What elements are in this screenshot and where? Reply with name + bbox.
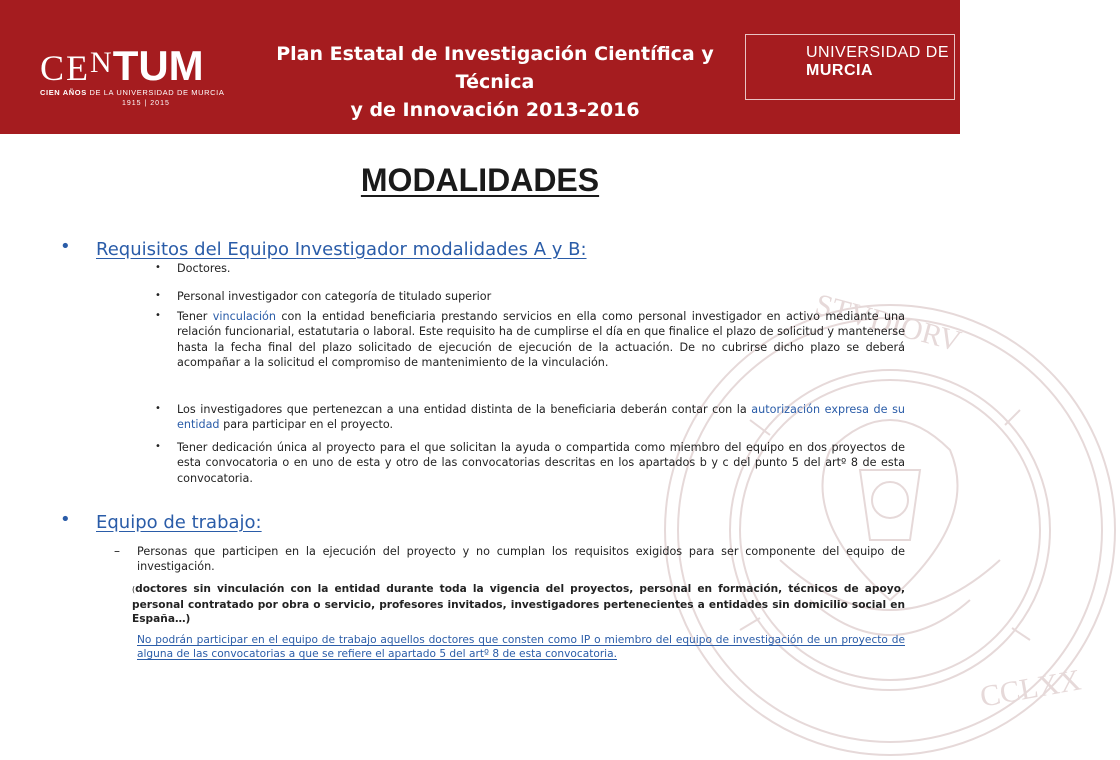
logo-years: 1915 | 2015 — [122, 100, 170, 107]
team-note-text: doctores sin vinculación con la entidad durante toda la vigencia del proyectos, personal en formación, técnicos de apoyo, personal contratado por obra o servicio, profesores invitados, investigadores pertenecientes a entidades sin domicilio social en España…) — [132, 583, 905, 626]
bullet-icon: • — [60, 509, 71, 530]
requirement-item: Doctores. — [177, 262, 231, 275]
bullet-icon: • — [155, 262, 161, 273]
team-description: Personas que participen en la ejecución del proyecto y no cumplan los requisitos exigidos para ser componente del equipo de investigación. — [137, 545, 905, 574]
dash-icon: – — [114, 544, 120, 558]
plan-title-line2: y de Innovación 2013-2016 — [350, 99, 640, 121]
plan-title-line1: Plan Estatal de Investigación Científica y Técnica — [276, 43, 714, 93]
svg-text:STVDIORV: STVDIORV — [811, 287, 965, 359]
logo-subtitle-rest: DE LA UNIVERSIDAD DE MURCIA — [86, 88, 225, 97]
logo-tum: TUM — [112, 42, 204, 89]
requirement-item: Personal investigador con categoría de titulado superior — [177, 290, 492, 303]
university-name-line1: UNIVERSIDAD DE — [806, 44, 950, 61]
requirement-item — [177, 402, 905, 433]
requirement-item: Tener dedicación única al proyecto para el que solicitan la ayuda o compartida como miembro del equipo en dos proyectos de esta convocatoria o en uno de esta y otro de las convocatorias descritas en los apartados b y c del punto 5 del artº 8 de esta convocatoria. — [177, 441, 905, 485]
note-open-paren: ( — [132, 585, 136, 594]
page-title-text: MODALIDADES — [360, 162, 600, 198]
requirement-text: Tener — [177, 310, 213, 323]
team-warning: No podrán participar en el equipo de trabajo aquellos doctores que consten como IP o miembro del equipo de investigación de un proyecto de alguna de las convocatorias a que se refiere el apartado 5 del artº 8 de esta convocatoria. — [137, 634, 905, 661]
vinculacion-highlight: vinculación — [212, 310, 276, 323]
bullet-icon: • — [60, 236, 71, 257]
section-heading-requisitos: Requisitos del Equipo Investigador modalidades A y B: — [96, 239, 587, 260]
svg-text:CCLXX: CCLXX — [977, 663, 1084, 714]
logo-subtitle-bold: CIEN AÑOS — [40, 88, 87, 97]
bullet-icon: • — [155, 441, 161, 452]
university-name-line2: MURCIA — [806, 62, 873, 79]
autorizacion-highlight: autorización expresa de su entidad — [177, 403, 905, 432]
logo-n: N — [90, 46, 113, 79]
bullet-icon: • — [155, 290, 161, 301]
team-note — [132, 582, 905, 627]
section-heading-equipo: Equipo de trabajo: — [96, 512, 262, 533]
bullet-icon: • — [155, 403, 161, 414]
requirement-text: para participar en el proyecto. — [219, 418, 394, 432]
bullet-icon: • — [155, 310, 161, 321]
requirement-text: con la entidad beneficiaria prestando servicios en ella como personal investigador en activo mediante una relación funcionarial, estatutaria o laboral. Este requisito ha de cumplirse el día en que finalice el plazo de solicitud y mantenerse hasta la fecha final del plazo solicitado de ejecución de ejecución de la actuación. De no cubrirse dicho plazo se deberá acompañar a la solicitud el compromiso de mantenimiento de la vinculación. — [177, 310, 905, 370]
logo-ce: CE — [40, 48, 91, 88]
requirement-text: Los investigadores que pertenezcan a una entidad distinta de la beneficiaria deberán contar con la — [177, 403, 752, 416]
requirement-item — [177, 309, 905, 371]
